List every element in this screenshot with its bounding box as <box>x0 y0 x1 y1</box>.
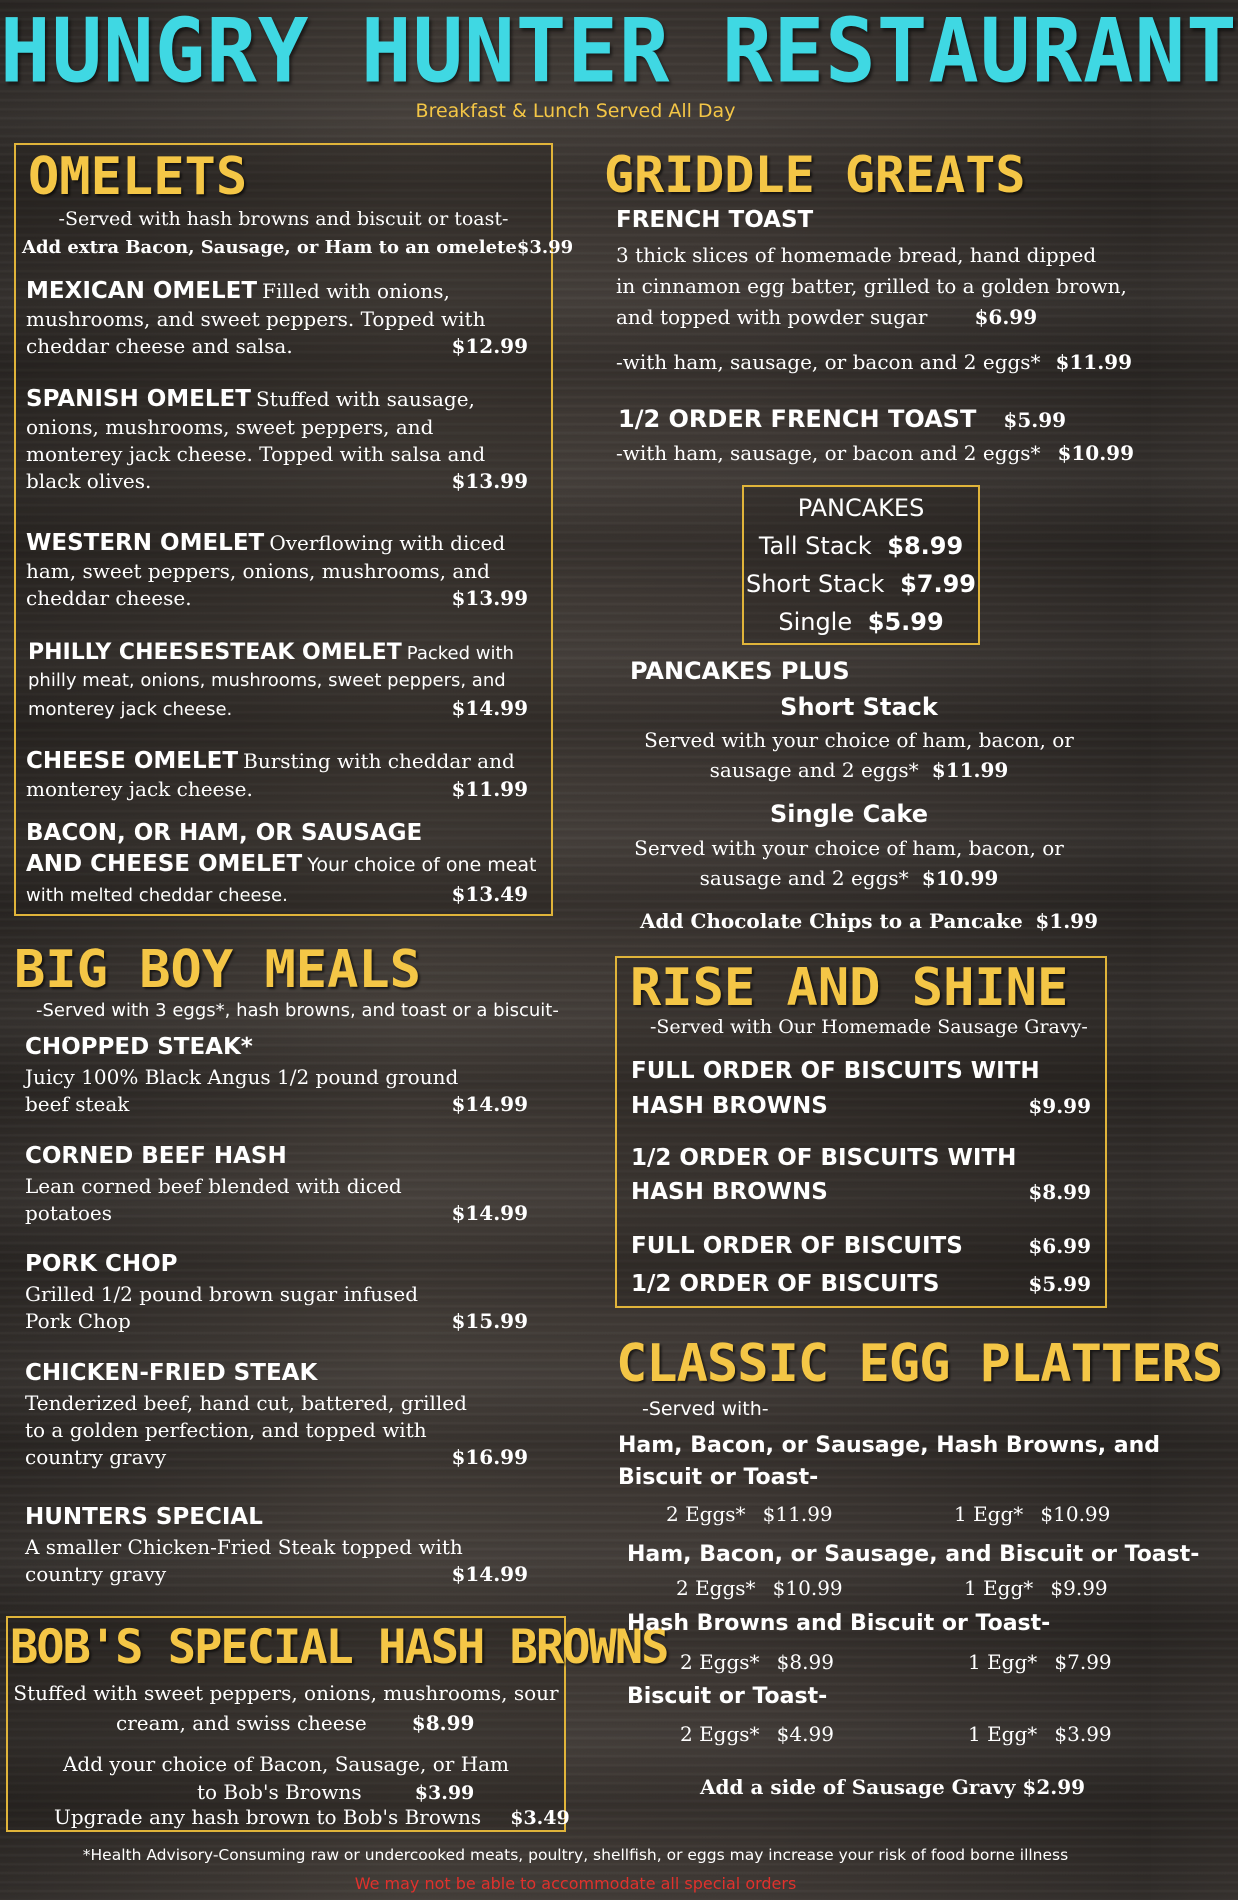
item-desc: ham, sweet peppers, onions, mushrooms, and <box>26 559 490 583</box>
rise-item-price: $5.99 <box>1028 1272 1091 1296</box>
menu-item <box>26 820 537 906</box>
pancakes-short-price: $7.99 <box>900 570 977 598</box>
item-name: CHEESE OMELET <box>26 748 239 774</box>
half-french-toast-with <box>616 441 1134 465</box>
platter-group: Hash Browns and Biscuit or Toast- <box>627 1611 1051 1636</box>
pp-short-desc-line2 <box>600 758 1118 782</box>
pp-single-desc-line2 <box>590 866 1108 890</box>
item-price: $13.49 <box>451 882 528 906</box>
rise-item-row <box>631 1179 1091 1205</box>
rise-item-row <box>631 1093 1091 1119</box>
pp-single-title: Single Cake <box>769 800 929 828</box>
platter-one-egg <box>964 1576 1108 1600</box>
pp-choc-label: Add Chocolate Chips to a Pancake <box>640 909 1023 933</box>
platters-note: -Served with- <box>642 1398 769 1420</box>
platter-two-eggs <box>680 1650 834 1674</box>
platter-price: $10.99 <box>1040 1502 1111 1526</box>
rise-item-row <box>631 1233 1091 1259</box>
platter-price: $11.99 <box>762 1502 833 1526</box>
item-desc: A smaller Chicken-Fried Steak topped with <box>25 1535 463 1559</box>
health-advisory: *Health Advisory-Consuming raw or undercooked meats, poultry, shellfish, or eggs may increase your risk of food borne illness <box>82 1846 1069 1864</box>
platter-one-egg <box>968 1650 1112 1674</box>
item-name: PORK CHOP <box>25 1251 178 1277</box>
french-toast-desc: 3 thick slices of homemade bread, hand dipped <box>616 243 1097 267</box>
half-french-toast <box>618 405 1066 433</box>
french-toast-name: FRENCH TOAST <box>616 207 814 233</box>
platters-gravy: Add a side of Sausage Gravy $2.99 <box>700 1775 1086 1799</box>
platter-group: Ham, Bacon, or Sausage, and Biscuit or Toast- <box>627 1542 1200 1567</box>
pp-short-title: Short Stack <box>780 693 938 721</box>
bobs-desc: Stuffed with sweet peppers, onions, mushrooms, sour <box>13 1681 559 1705</box>
item-desc: philly meat, onions, mushrooms, sweet peppers, and <box>28 670 506 691</box>
pancakes-short-label: Short Stack <box>745 570 885 598</box>
pancakes-single <box>742 608 980 636</box>
bobs-price: $8.99 <box>411 1711 475 1735</box>
platter-two-eggs <box>680 1722 834 1746</box>
pancakes-heading: PANCAKES <box>797 494 925 522</box>
item-price: $16.99 <box>451 1445 528 1469</box>
item-name: CORNED BEEF HASH <box>25 1143 287 1169</box>
platter-group-cont: Biscuit or Toast- <box>618 1465 819 1490</box>
french-toast-desc: in cinnamon egg batter, grilled to a golden brown, <box>616 274 1127 298</box>
pp-single-desc-cont: sausage and 2 eggs* <box>699 866 909 890</box>
item-desc: onions, mushrooms, sweet peppers, and <box>26 415 434 439</box>
item-name: BACON, OR HAM, OR SAUSAGE <box>26 820 423 846</box>
rise-item-price: $8.99 <box>1028 1180 1091 1204</box>
item-desc: Bursting with cheddar and <box>243 749 515 773</box>
page-subtitle: Breakfast & Lunch Served All Day <box>415 100 736 122</box>
bobs-heading: BOB'S SPECIAL HASH BROWNS <box>10 1620 668 1675</box>
french-toast-with-price: $11.99 <box>1055 350 1132 374</box>
omelets-heading: OMELETS <box>28 147 248 207</box>
pancakes-tall-label: Tall Stack <box>758 532 872 560</box>
pancakes-single-price: $5.99 <box>867 608 944 636</box>
platter-two-eggs <box>676 1576 843 1600</box>
pp-short-desc: Served with your choice of ham, bacon, or <box>644 728 1074 752</box>
platter-price: $8.99 <box>776 1650 834 1674</box>
menu-item <box>25 1504 528 1586</box>
rise-item: FULL ORDER OF BISCUITS <box>631 1233 963 1259</box>
big-boy-note: -Served with 3 eggs*, hash browns, and toast or a biscuit- <box>36 1000 559 1021</box>
platter-option: 1 Egg* <box>964 1576 1034 1600</box>
item-desc: black olives. <box>26 469 152 493</box>
platter-group: Biscuit or Toast- <box>627 1684 828 1709</box>
item-desc: Overflowing with diced <box>269 531 506 555</box>
item-desc: Packed with <box>406 643 514 664</box>
rise-item: 1/2 ORDER OF BISCUITS WITH <box>631 1145 1017 1171</box>
platter-price: $7.99 <box>1054 1650 1112 1674</box>
platter-option: 1 Egg* <box>954 1502 1024 1526</box>
platters-heading: CLASSIC EGG PLATTERS <box>616 1334 1223 1394</box>
item-desc: Juicy 100% Black Angus 1/2 pound ground <box>25 1065 459 1089</box>
rise-item-price: $6.99 <box>1028 1234 1091 1258</box>
menu-item <box>26 386 528 493</box>
platter-option: 1 Egg* <box>968 1722 1038 1746</box>
platter-option: 2 Eggs* <box>680 1722 760 1746</box>
platter-one-egg <box>954 1502 1110 1526</box>
item-desc: country gravy <box>25 1445 167 1469</box>
menu-item <box>25 1034 528 1116</box>
platter-price: $3.99 <box>1054 1722 1112 1746</box>
pp-choc-price: $1.99 <box>1035 909 1098 933</box>
pp-short-price: $11.99 <box>931 758 1009 782</box>
item-desc: monterey jack cheese. Topped with salsa and <box>26 442 486 466</box>
item-desc: to a golden perfection, and topped with <box>25 1418 427 1442</box>
item-desc: Grilled 1/2 pound brown sugar infused <box>25 1282 419 1306</box>
pancakes-short <box>742 570 980 598</box>
menu-item <box>25 1251 528 1333</box>
rise-item-row <box>631 1271 1091 1297</box>
bobs-upgrade <box>54 1805 570 1829</box>
griddle-heading: GRIDDLE GREATS <box>604 146 1026 204</box>
item-name-cont: AND CHEESE OMELET <box>26 851 303 877</box>
rise-item-cont: HASH BROWNS <box>631 1179 828 1205</box>
item-desc: beef steak <box>25 1092 130 1116</box>
omelets-extra-label: Add extra Bacon, Sausage, or Ham to an omelete <box>22 237 517 258</box>
platter-price: $4.99 <box>776 1722 834 1746</box>
platter-one-egg <box>968 1722 1112 1746</box>
half-french-toast-price: $5.99 <box>1003 408 1067 432</box>
item-name: MEXICAN OMELET <box>26 278 258 304</box>
pp-choc <box>640 909 1098 933</box>
item-desc: monterey jack cheese. <box>28 699 233 720</box>
item-desc: Your choice of one meat <box>307 854 537 876</box>
item-name: PHILLY CHEESESTEAK OMELET <box>28 640 402 665</box>
item-desc: with melted cheddar cheese. <box>26 885 288 906</box>
bobs-addon-cont: to Bob's Browns <box>197 1780 362 1804</box>
half-french-toast-name: 1/2 ORDER FRENCH TOAST <box>618 405 977 433</box>
item-price: $11.99 <box>451 777 528 801</box>
item-desc: potatoes <box>25 1201 112 1225</box>
special-orders-note: We may not be able to accommodate all special orders <box>354 1874 797 1893</box>
item-price: $12.99 <box>451 334 528 358</box>
item-name: HUNTERS SPECIAL <box>25 1504 263 1530</box>
platter-option: 2 Eggs* <box>676 1576 756 1600</box>
rise-heading: RISE AND SHINE <box>630 958 1069 1018</box>
rise-item-cont: HASH BROWNS <box>631 1093 828 1119</box>
bobs-desc-line2 <box>116 1711 474 1735</box>
menu-item <box>25 1360 528 1469</box>
menu-item <box>25 1143 528 1225</box>
omelets-extra-price: $3.99 <box>516 237 574 258</box>
platter-option: 2 Eggs* <box>680 1650 760 1674</box>
item-desc: Tenderized beef, hand cut, battered, grilled <box>25 1391 467 1415</box>
bobs-upgrade-price: $3.49 <box>510 1807 570 1829</box>
french-toast-with <box>616 350 1132 374</box>
half-french-toast-with-label: -with ham, sausage, or bacon and 2 eggs* <box>616 441 1041 465</box>
bobs-addon: Add your choice of Bacon, Sausage, or Ham <box>62 1752 510 1776</box>
item-price: $14.99 <box>451 1562 528 1586</box>
platter-option: 2 Eggs* <box>666 1502 746 1526</box>
item-price: $14.99 <box>451 1092 528 1116</box>
item-desc: cheddar cheese. <box>26 586 192 610</box>
menu-item <box>26 748 528 801</box>
bobs-upgrade-label: Upgrade any hash brown to Bob's Browns <box>54 1805 482 1829</box>
item-desc: Stuffed with sausage, <box>256 387 475 411</box>
item-name: CHICKEN-FRIED STEAK <box>25 1360 318 1386</box>
platter-price: $9.99 <box>1050 1576 1108 1600</box>
half-french-toast-with-price: $10.99 <box>1057 441 1134 465</box>
item-price: $13.99 <box>451 469 528 493</box>
pancakes-single-label: Single <box>778 608 853 636</box>
pancakes-tall-price: $8.99 <box>887 532 964 560</box>
platter-option: 1 Egg* <box>968 1650 1038 1674</box>
item-name: CHOPPED STEAK* <box>25 1034 253 1060</box>
platter-two-eggs <box>666 1502 833 1526</box>
item-price: $14.99 <box>451 696 528 720</box>
rise-item-price: $9.99 <box>1028 1094 1091 1118</box>
item-price: $13.99 <box>451 586 528 610</box>
item-price: $14.99 <box>451 1201 528 1225</box>
pp-short-desc-cont: sausage and 2 eggs* <box>709 758 919 782</box>
item-price: $15.99 <box>451 1309 528 1333</box>
pp-single-price: $10.99 <box>921 866 999 890</box>
item-desc: Pork Chop <box>25 1309 131 1333</box>
rise-item: FULL ORDER OF BISCUITS WITH <box>631 1058 1040 1084</box>
menu-item <box>26 278 528 358</box>
item-desc: monterey jack cheese. <box>26 777 253 801</box>
rise-note: -Served with Our Homemade Sausage Gravy- <box>650 1016 1088 1038</box>
pancakes-tall <box>742 532 980 560</box>
french-toast-desc: and topped with powder sugar <box>616 305 928 329</box>
bobs-addon-price: $3.99 <box>414 1782 475 1804</box>
page-title: HUNGRY HUNTER RESTAURANT <box>0 0 1238 103</box>
item-desc: country gravy <box>25 1562 167 1586</box>
french-toast-price: $6.99 <box>974 305 1038 329</box>
item-desc: mushrooms, and sweet peppers. Topped with <box>26 307 486 331</box>
platter-price: $10.99 <box>772 1576 843 1600</box>
item-desc: Filled with onions, <box>262 279 450 303</box>
big-boy-heading: BIG BOY MEALS <box>14 940 421 1000</box>
rise-item: 1/2 ORDER OF BISCUITS <box>631 1271 940 1297</box>
platter-group: Ham, Bacon, or Sausage, Hash Browns, and <box>618 1433 1161 1458</box>
french-toast-with-label: -with ham, sausage, or bacon and 2 eggs* <box>616 350 1041 374</box>
omelets-note: -Served with hash browns and biscuit or toast- <box>58 208 509 230</box>
menu-item <box>26 530 528 610</box>
pp-single-desc: Served with your choice of ham, bacon, or <box>634 836 1064 860</box>
bobs-desc-cont: cream, and swiss cheese <box>116 1711 367 1735</box>
item-name: WESTERN OMELET <box>26 530 265 556</box>
bobs-addon-line2 <box>197 1780 474 1804</box>
item-name: SPANISH OMELET <box>26 386 251 412</box>
menu-item <box>28 640 528 720</box>
omelets-extra-meat <box>22 237 574 258</box>
french-toast-desc-line3 <box>616 305 1037 329</box>
item-desc: cheddar cheese and salsa. <box>26 334 293 358</box>
pancakes-plus-heading: PANCAKES PLUS <box>630 657 850 685</box>
item-desc: Lean corned beef blended with diced <box>25 1174 402 1198</box>
